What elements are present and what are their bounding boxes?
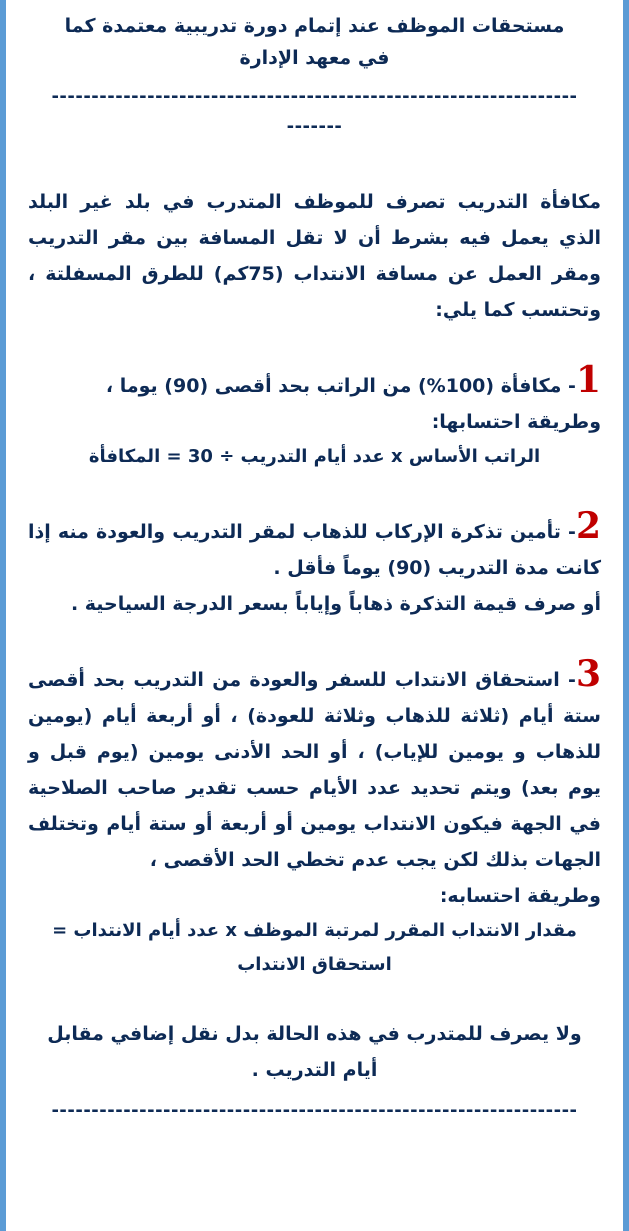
item-3-formula: مقدار الانتداب المقرر لمرتبة الموظف x عدد أيام الانتداب = استحقاق الانتداب — [52, 920, 577, 975]
item-1-line-2: وطريقة احتسابها: — [431, 411, 601, 433]
item-1-number: 1 — [575, 359, 601, 401]
document-title — [28, 10, 601, 74]
divider-line: ------------------------------------------------------------------ — [51, 86, 578, 107]
item-2-line-2: أو صرف قيمة التذكرة ذهاباً وإياباً بسعر الدرجة السياحية . — [70, 593, 601, 615]
item-2 — [28, 505, 601, 622]
title-line-2: في معهد الإدارة — [239, 47, 390, 69]
item-1-line-1: - مكافأة (100%) من الراتب بحد أقصى (90) يوما ، — [105, 375, 576, 397]
item-1-formula: الراتب الأساس x عدد أيام التدريب ÷ 30 = المكافأة — [88, 446, 541, 467]
title-divider — [28, 82, 601, 142]
document-body — [28, 0, 601, 1126]
bottom-divider: ------------------------------------------------------------------ — [51, 1100, 578, 1121]
item-2-line-1: - تأمين تذكرة الإركاب للذهاب لمقر التدريب والعودة منه إذا كانت مدة التدريب (90) يوماً فأقل . — [28, 521, 601, 579]
item-3-line-1: - استحقاق الانتداب للسفر والعودة من التدريب بحد أقصى ستة أيام (ثلاثة للذهاب وثلاثة للعودة) ، أو أربعة أيام (يومين للذهاب و يومين للإياب) ، أو الحد الأدنى يومين (يوم قبل و يوم بعد) ويتم تحديد عدد الأيام حسب تقدير صاحب الصلاحية في الجهة فيكون الانتداب يومين أو أربعة أو ستة أيام وتختلف الجهات بذلك لكن يجب عدم تخطي الحد الأقصى ، — [28, 669, 601, 871]
item-1 — [28, 359, 601, 474]
closing-note: ولا يصرف للمتدرب في هذه الحالة بدل نقل إضافي مقابل أيام التدريب . — [47, 1023, 582, 1081]
intro-paragraph: مكافأة التدريب تصرف للموظف المتدرب في بلد غير البلد الذي يعمل فيه بشرط أن لا تقل المسافة بين مقر التدريب ومقر العمل عن مسافة الانتداب (75كم) للطرق المسفلتة ، وتحتسب كما يلي: — [28, 191, 601, 321]
item-3 — [28, 653, 601, 982]
title-line-1: مستحقات الموظف عند إتمام دورة تدريبية معتمدة كما — [64, 15, 565, 37]
item-2-number: 2 — [575, 505, 601, 547]
item-3-number: 3 — [575, 653, 601, 695]
item-3-line-2: وطريقة احتسابه: — [439, 885, 601, 907]
divider-tail: ------- — [286, 116, 343, 137]
